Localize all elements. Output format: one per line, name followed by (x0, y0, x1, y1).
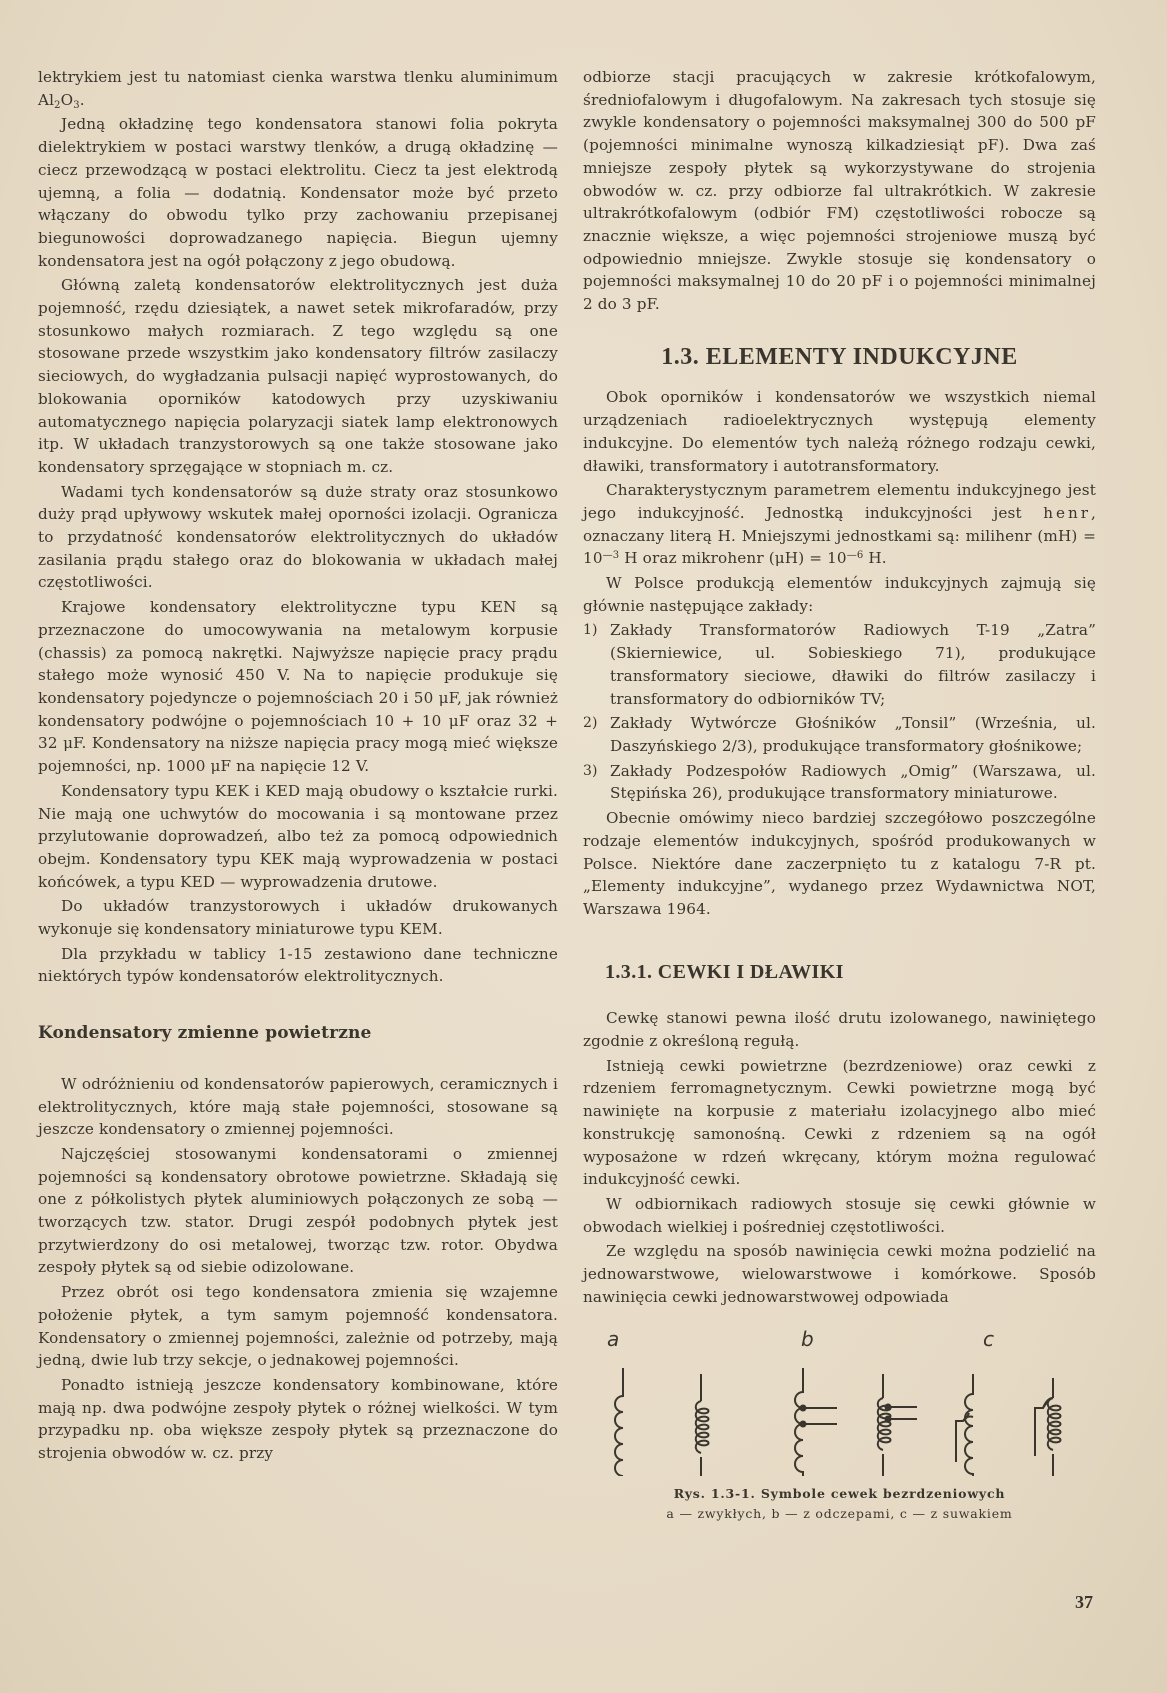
paragraph: Kondensatory typu KEK i KED mają obudowy o kształcie rurki. Nie mają one uchwytów do mocowania i są montowane przez przylutowanie doprowadzeń, albo też za pomocą odpowiednich obejm. Kondensatory typu KEK mają wyprowadzenia w postaci końcówek, a typu KED — wyprowadzenia drutowe. (38, 781, 558, 891)
paragraph: Istnieją cewki powietrzne (bezrdzeniowe) oraz cewki z rdzeniem ferromagnetycznym. Cewki powietrzne mogą być nawinięte na korpusie z materiału izolacyjnego albo mieć konstrukcję samonośną. Cewki z rdzeniem są na ogół wyposażone w rdzeń wkręcany, którym można regulować indukcyjność cewki. (583, 1056, 1096, 1189)
text-fragment: H oraz mikrohenr (μH) = 10 (619, 549, 847, 568)
producers-list (583, 619, 1096, 805)
figure-caption-title: Rys. 1.3-1. Symbole cewek bezrdzeniowych (673, 1486, 1006, 1502)
paragraph: Wadami tych kondensatorów są duże straty oraz stosunkowo duży prąd upływowy wskutek małej oporności izolacji. Ogranicza to przydatność kondensatorów elektrolitycznych do układów zasilania prądu stałego oraz do blokowania w układach małej częstotliwości. (38, 482, 558, 592)
coil-symbols-drawing (583, 1326, 1096, 1476)
paragraph (38, 66, 558, 111)
subscript: 3 (73, 99, 80, 111)
paragraph: Główną zaletą kondensatorów elektrolitycznych jest duża pojemność, rzędu dziesiątek, a nawet setek mikrofaradów, przy stosunkowo małych rozmiarach. Z tego względu są one stosowane przede wszystkim jako kondensatory filtrów zasilaczy sieciowych, do wygładzania pulsacji napięć wyprostowanych, do blokowania oporników katodowych przy uzyskiwaniu automatycznego napięcia polaryzacji siatek lamp elektronowych itp. W układach tranzystorowych są one także stosowane jako kondensatory sprzęgające w stopniach m. cz. (38, 276, 558, 476)
paragraph: Cewkę stanowi pewna ilość drutu izolowanego, nawiniętego zgodnie z określoną regułą. (583, 1009, 1096, 1051)
paragraph: W odbiornikach radiowych stosuje się cewki głównie w obwodach wielkiej i pośredniej częstotliwości. (583, 1194, 1096, 1236)
section-heading: 1.3.1. CEWKI I DŁAWIKI (605, 960, 844, 983)
superscript: —6 (846, 550, 864, 562)
text-fragment: , oznaczany literą H. Mniejszymi jednostkami są: milihenr (mH) = 10 (583, 503, 1096, 568)
list-item (583, 712, 1096, 757)
superscript: —3 (602, 550, 620, 562)
subscript: 2 (54, 99, 61, 111)
paragraph: Przez obrót osi tego kondensatora zmienia się wzajemne położenie płytek, a tym samym pojemność kondensatora. Kondensatory o zmiennej pojemności, zależnie od potrzeby, mają jedną, dwie lub trzy sekcje, o jednakowej pojemności. (38, 1283, 558, 1370)
paragraph: W Polsce produkcją elementów indukcyjnych zajmują się głównie następujące zakłady: (583, 574, 1096, 615)
figure-caption-description: a — zwykłych, b — z odczepami, c — z suwakiem (666, 1506, 1013, 1522)
list-item-text: Zakłady Podzespołów Radiowych „Omig” (Warszawa, ul. Stępińska 26), produkujące transformatory miniaturowe. (610, 761, 1096, 803)
text-fragment: O (60, 90, 74, 109)
list-number: 3) (583, 762, 598, 779)
coil-symbol-looped-tapped (878, 1374, 917, 1476)
right-column (583, 66, 1096, 1524)
paragraph: Krajowe kondensatory elektrolityczne typu KEN są przeznaczone do umocowywania na metalowym korpusie (chassis) za pomocą nakrętki. Najwyższe napięcie pracy prądu stałego może wynosić 450 V. Na to napięcie produkuje się kondensatory pojedyncze o pojemnościach 20 i 50 μF, jak również kondensatory podwójne o pojemnościach 10 + 10 μF oraz 32 + 32 μF. Kondensatory na niższe napięcia pracy mogą mieć większe pojemności, np. 1000 μF na napięcie 12 V. (38, 598, 558, 776)
figure-label-b: b (801, 1327, 814, 1352)
paragraph (583, 479, 1096, 570)
page-number: 37 (1075, 1592, 1093, 1612)
paragraph: Ze względu na sposób nawinięcia cewki można podzielić na jednowarstwowe, wielowarstwowe i komórkowe. Sposób nawinięcia cewki jednowarstwowej odpowiada (583, 1242, 1096, 1306)
figure-label-c: c (983, 1327, 995, 1352)
list-item (583, 760, 1096, 805)
subheading-variable-capacitors: Kondensatory zmienne powietrzne (38, 1023, 372, 1044)
paragraph: Obok oporników i kondensatorów we wszystkich niemal urządzeniach radioelektrycznych występują elementy indukcyjne. Do elementów tych należą różnego rodzaju cewki, dławiki, transformatory i autotransformatory. (583, 388, 1096, 475)
chapter-heading: 1.3. ELEMENTY INDUKCYJNE (661, 343, 1018, 370)
text-fragment: lektrykiem jest tu natomiast cienka warstwa tlenku aluminimum Al (38, 68, 558, 109)
list-item (583, 619, 1096, 710)
paragraph: Do układów tranzystorowych i układów drukowanych wykonuje się kondensatory miniaturowe typu KEM. (38, 897, 558, 939)
list-number: 1) (583, 622, 598, 639)
paragraph: Obecnie omówimy nieco bardziej szczegółowo poszczególne rodzaje elementów indukcyjnych, spośród produkowanych w Polsce. Niektóre dane zaczerpnięto tu z katalogu 7-R pt. „Elementy indukcyjne”, wydanego przez Wydawnictwa NOT, Warszawa 1964. (583, 809, 1096, 918)
figure-caption (583, 1484, 1096, 1524)
text-fragment: Charakterystycznym parametrem elementu indukcyjnego jest jego indukcyjność. Jednostką indukcyjności jest (583, 481, 1096, 522)
coil-symbol-slider (956, 1374, 973, 1476)
paragraph: odbiorze stacji pracujących w zakresie krótkofalowym, średniofalowym i długofalowym. Na zakresach tych stosuje się zwykle kondensatory o pojemności maksymalnej 300 do 500 pF (pojemności minimalne wynoszą kilkadziesiąt pF). Dwa zaś mniejsze zespoły płytek są wykorzystywane do strojenia obwodów w. cz. przy odbiorze fal ultrakrótkich. W zakresie ultrakrótkofalowym (odbiór FM) częstotliwości robocze są znacznie większe, a więc pojemności strojeniowe muszą być odpowiednio mniejsze. Zwykle stosuje się kondensatory o pojemności maksymalnej 10 do 20 pF i o pojemności minimalnej 2 do 3 pF. (583, 68, 1096, 314)
emphasized-term: henr (1043, 503, 1092, 522)
list-item-text: Zakłady Transformatorów Radiowych T-19 „Zatra” (Skierniewice, ul. Sobieskiego 71), produkujące transformatory sieciowe, dławiki do filtrów zasilaczy i transformatory do odbiorników TV; (610, 621, 1096, 708)
list-number: 2) (583, 715, 598, 732)
left-column (38, 66, 558, 1467)
coil-symbol-looped (696, 1374, 709, 1476)
paragraph: Najczęściej stosowanymi kondensatorami o zmiennej pojemności są kondensatory obrotowe powietrzne. Składają się one z półkolistych płytek aluminiowych połączonych ze sobą — tworzących tzw. stator. Drugi zespół podobnych płytek jest przytwierdzony do osi metalowej, tworząc tzw. rotor. Obydwa zespoły płytek są od siebie odizolowane. (38, 1144, 558, 1277)
paragraph: Ponadto istnieją jeszcze kondensatory kombinowane, które mają np. dwa podwójne zespoły płytek o różnej wielkości. W tym przypadku np. oba większe zespoły płytek są przeznaczone do strojenia obwodów w. cz. przy (38, 1375, 558, 1463)
text-fragment: H. (863, 549, 887, 568)
coil-symbol-looped-slider (1035, 1378, 1061, 1476)
text-fragment: . (79, 90, 85, 109)
list-item-text: Zakłady Wytwórcze Głośników „Tonsil” (Września, ul. Daszyńskiego 2/3), produkujące transformatory głośnikowe; (610, 714, 1096, 755)
paragraph: W odróżnieniu od kondensatorów papierowych, ceramicznych i elektrolitycznych, które mają stałe pojemności, stosowane są jeszcze kondensatory o zmiennej pojemności. (38, 1074, 558, 1139)
coil-symbols-figure (583, 1326, 1096, 1476)
figure-label-a: a (607, 1327, 620, 1352)
coil-symbol-tapped (795, 1368, 837, 1476)
coil-symbol-plain (615, 1368, 623, 1476)
paragraph: Jedną okładzinę tego kondensatora stanowi folia pokryta dielektrykiem w postaci warstwy tlenków, a drugą okładzinę — ciecz przewodzącą w postaci elektrolitu. Ciecz ta jest elektrodą ujemną, a folia — dodatnią. Kondensator może być przeto włączany do obwodu tylko przy zachowaniu przepisanej biegunowości doprowadzanego napięcia. Biegun ujemny kondensatora jest na ogół połączony z jego obudową. (38, 115, 558, 270)
paragraph: Dla przykładu w tablicy 1-15 zestawiono dane techniczne niektórych typów kondensatorów elektrolitycznych. (38, 944, 558, 986)
